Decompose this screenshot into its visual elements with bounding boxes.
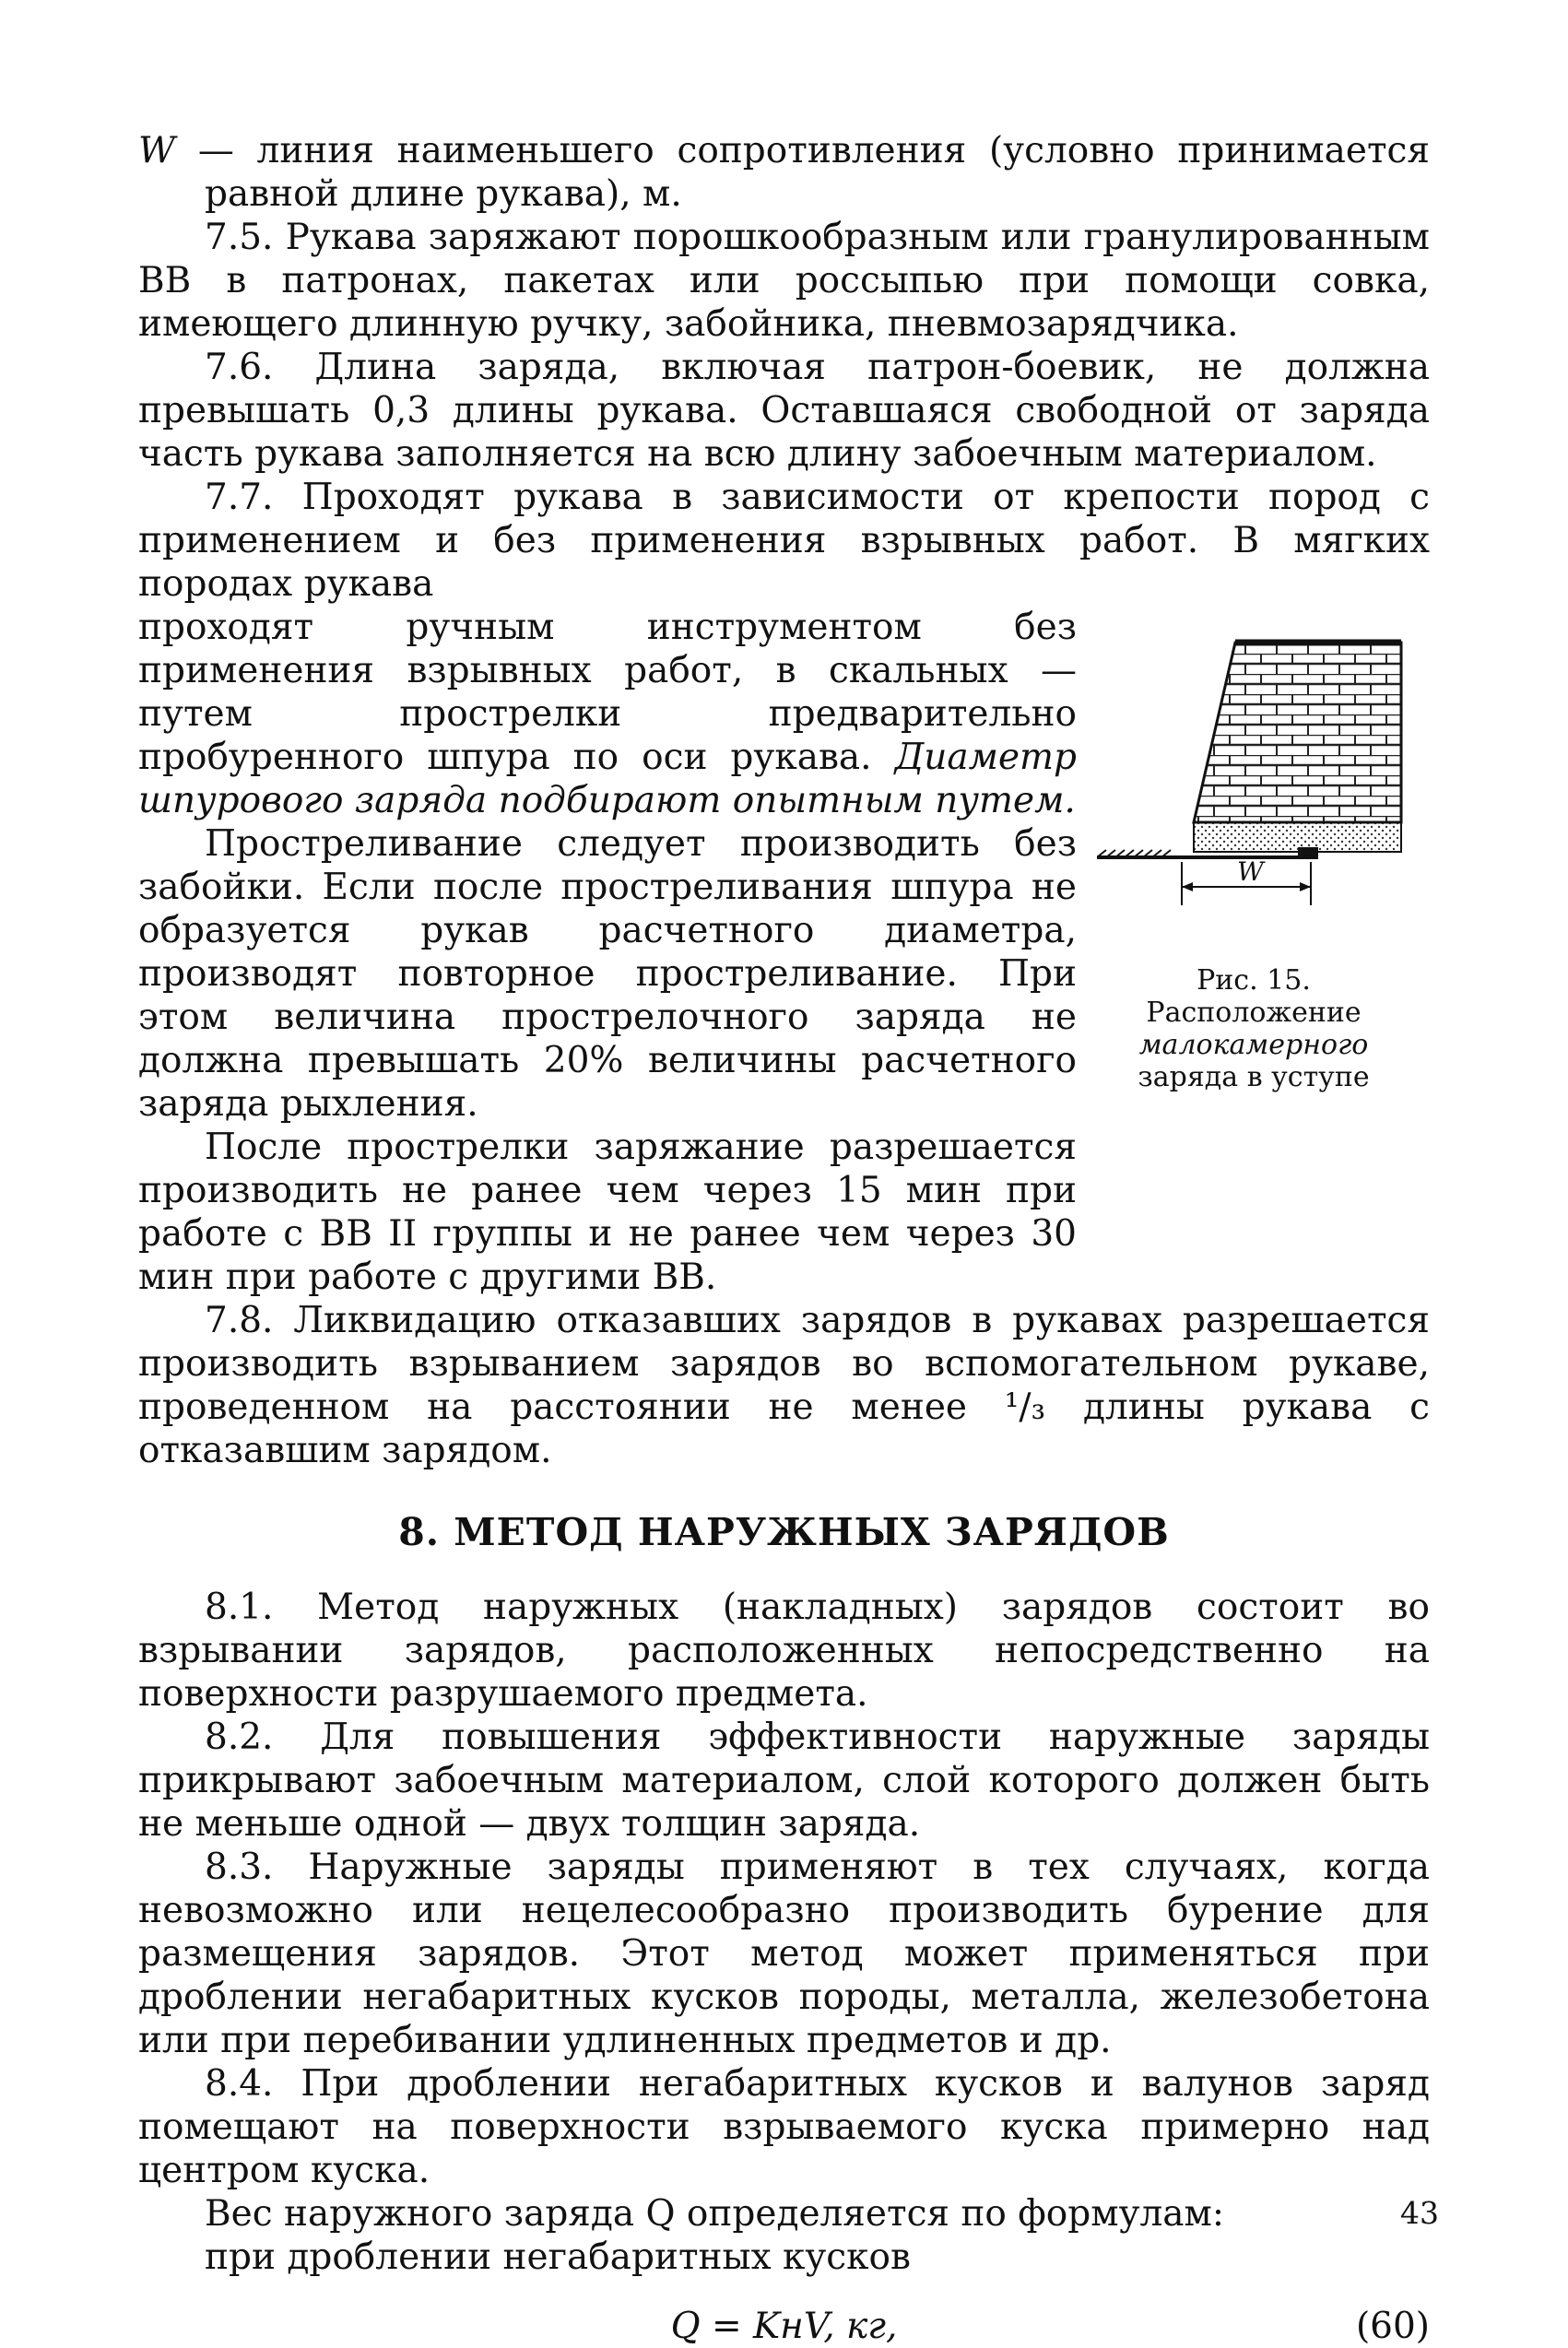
figure-caption-c: заряда в уступе [1138,1061,1370,1093]
paragraph-8-4: 8.4. При дроблении негабаритных кусков и валунов заряд помещают на поверхности взрываемого куска примерно над центром куска. [138,2063,1430,2191]
paragraph-8-1: 8.1. Метод наружных (накладных) зарядов состоит во взрывании зарядов, расположенных непосредственно на поверхности разрушаемого предмета. [138,1587,1430,1715]
paragraph-8-2: 8.2. Для повышения эффективности наружные заряды прикрывают забоечным материалом, слой которого должен быть не меньше одной — двух толщин заряда. [138,1717,1430,1845]
paragraph-7-7-continued-b: Диаметр шпурового заряда подбирают опытным путем. [138,737,1077,821]
paragraph-8-3: 8.3. Наружные заряды применяют в тех случаях, когда невозможно или нецелесообразно производить бурение для размещения зарядов. Этот метод может применяться при дроблении негабаритных кусков породы, металла, железобетона или при перебивании удлиненных предметов и др. [138,1847,1430,2061]
definition-w-text: — линия наименьшего сопротивления (условно принимается равной длине рукава), м. [175,130,1430,215]
w-symbol: W [138,130,176,171]
paragraph-7-7-continued-a: проходят ручным инструментом без применения взрывных работ, в скальных — путем прострелки предварительно пробуренного шпура по оси рукава. [138,607,1077,778]
formula-text: Q = KнV, кг, [670,2306,898,2347]
paragraph-shooting: Простреливание следует производить без забойки. Если после простреливания шпура не образуется рукав расчетного диаметра, производят повторное простреливание. При этом величина прострелочного заряда не должна превышать 20% величины расчетного заряда рыхления. [138,823,1077,1125]
paragraph-7-5: 7.5. Рукава заряжают порошкообразным или гранулированным ВВ в патронах, пакетах или россыпью при помощи совка, имеющего длинную ручку, забойника, пневмозарядчика. [138,217,1430,345]
paragraph-fragmentation: при дроблении негабаритных кусков [205,2236,911,2278]
wrapped-text [138,606,1077,1299]
paragraph-7-7-continued [138,606,1077,822]
figure-caption-b: малокамерного [1138,1029,1369,1061]
formula-60 [138,2305,1430,2348]
paragraph-after-shooting: После прострелки заряжание разрешается производить не ранее чем через 15 мин при работе с ВВ II группы и не ранее чем через 30 мин при работе с другими ВВ. [138,1127,1077,1298]
figure-15 [1097,633,1410,1093]
figure-caption-a: Рис. 15. Расположение [1146,964,1362,1029]
section-heading-8: 8. МЕТОД НАРУЖНЫХ ЗАРЯДОВ [398,1510,1170,1554]
w-dimension-label: W [1237,856,1264,887]
page-number: 43 [1400,2195,1439,2231]
paragraph-7-8: 7.8. Ликвидацию отказавших зарядов в рукавах разрешается производить взрыванием зарядов во вспомогательном рукаве, проведенном на расстоянии не менее ¹/₃ длины рукава с отказавшим зарядом. [138,1300,1430,1471]
paragraph-7-7: 7.7. Проходят рукава в зависимости от крепости пород с применением и без применения взрывных работ. В мягких породах рукава [138,477,1430,605]
paragraph-charge-weight: Вес наружного заряда Q определяется по формулам: [205,2193,1225,2235]
paragraph-7-6: 7.6. Длина заряда, включая патрон-боевик, не должна превышать 0,3 длины рукава. Оставшаяся свободной от заряда часть рукава заполняется на всю длину забоечным материалом. [138,347,1430,475]
figure-caption [1097,964,1410,1093]
figure-wrap-block [138,606,1430,1299]
bench-charge-diagram [1097,633,1410,938]
definition-w [138,129,1430,216]
equation-number: (60) [1355,2306,1430,2347]
text-column [138,129,1430,2348]
